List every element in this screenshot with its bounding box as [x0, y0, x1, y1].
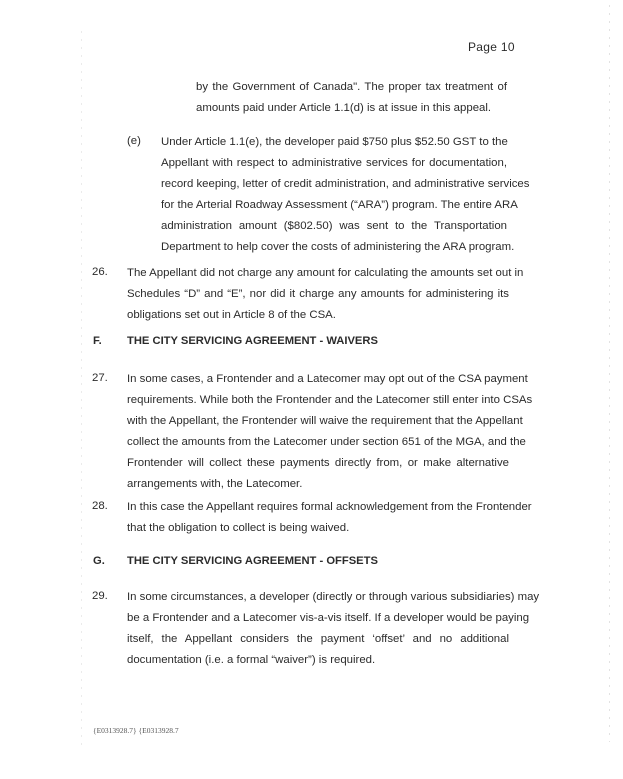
paragraph-number: 29. [92, 590, 108, 602]
text-line: Under Article 1.1(e), the developer paid $750 plus $52.50 GST to the [161, 136, 508, 148]
text-line: The Appellant did not charge any amount for calculating the amounts set out in [127, 267, 524, 279]
text-line: Frontender will collect these payments directly from, or make alternative [127, 457, 509, 469]
text-line: Appellant with respect to administrative services for documentation, [161, 157, 507, 169]
paragraph-number: 28. [92, 500, 108, 512]
text-line: itself, the Appellant considers the payment ‘offset’ and no additional [127, 633, 509, 645]
text-line: by the Government of Canada". The proper tax treatment of [196, 81, 507, 93]
scan-margin-dots-right [609, 2, 610, 742]
text-line: obligations set out in Article 8 of the CSA. [127, 309, 336, 321]
text-line: documentation (i.e. a formal “waiver”) is required. [127, 654, 376, 666]
section-title: THE CITY SERVICING AGREEMENT - OFFSETS [127, 555, 378, 567]
section-letter: G. [93, 555, 105, 567]
text-line: that the obligation to collect is being waived. [127, 522, 350, 534]
text-line: amounts paid under Article 1.1(d) is at issue in this appeal. [196, 102, 492, 114]
text-line: with the Appellant, the Frontender will waive the requirement that the Appellant [127, 415, 523, 427]
text-line: Department to help cover the costs of administering the ARA program. [161, 241, 515, 253]
text-line: In some cases, a Frontender and a Latecomer may opt out of the CSA payment [127, 373, 528, 385]
text-line: Schedules “D” and “E”, nor did it charge any amounts for administering its [127, 288, 509, 300]
text-line: requirements. While both the Frontender and the Latecomer still enter into CSAs [127, 394, 533, 406]
text-line: In some circumstances, a developer (directly or through various subsidiaries) may [127, 591, 540, 603]
paragraph-number: 26. [92, 266, 108, 278]
text-line: administration amount ($802.50) was sent to the Transportation [161, 220, 507, 232]
page-number: Page 10 [468, 40, 515, 54]
text-line: In this case the Appellant requires formal acknowledgement from the Frontender [127, 501, 532, 513]
section-title: THE CITY SERVICING AGREEMENT - WAIVERS [127, 335, 378, 347]
text-line: collect the amounts from the Latecomer under section 651 of the MGA, and the [127, 436, 526, 448]
paragraph-number: 27. [92, 372, 108, 384]
document-id-footer: {E0313928.7} {E0313928.7 [93, 726, 179, 735]
subparagraph-marker: (e) [127, 135, 141, 147]
scan-margin-dots-left [81, 28, 82, 748]
text-line: arrangements with, the Latecomer. [127, 478, 303, 490]
text-line: for the Arterial Roadway Assessment (“ARA”) program. The entire ARA [161, 199, 518, 211]
text-line: record keeping, letter of credit administration, and administrative services [161, 178, 530, 190]
section-letter: F. [93, 335, 102, 347]
text-line: be a Frontender and a Latecomer vis-a-vis itself. If a developer would be paying [127, 612, 530, 624]
